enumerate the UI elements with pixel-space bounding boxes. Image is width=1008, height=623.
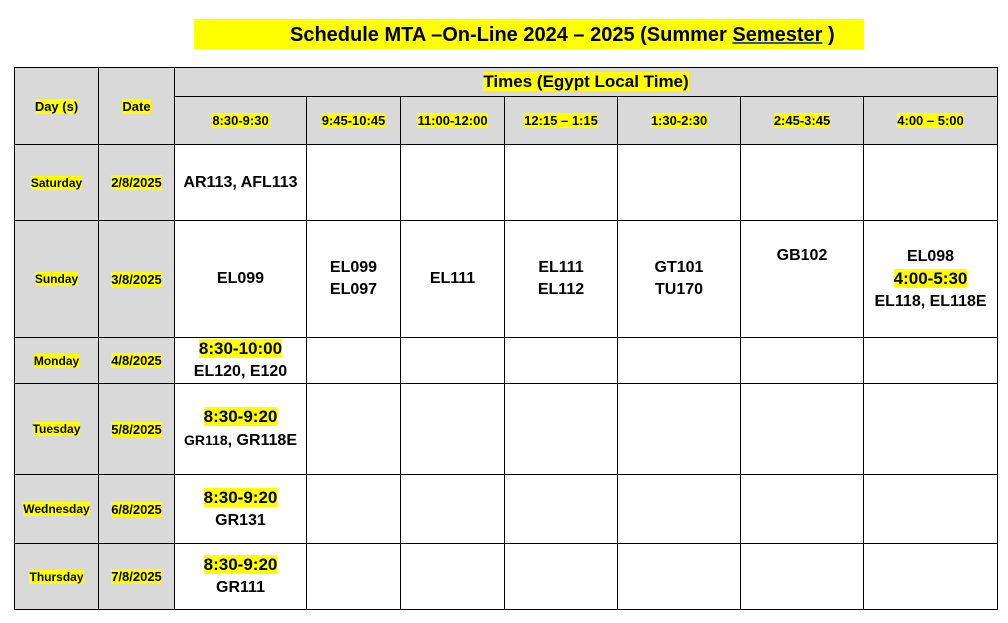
schedule-cell xyxy=(401,221,505,338)
schedule-table xyxy=(14,67,998,610)
schedule-cell xyxy=(864,338,998,384)
course-code: EL099 xyxy=(216,270,265,287)
course-code: GT101 xyxy=(654,259,704,276)
schedule-cell xyxy=(864,221,998,338)
page-title xyxy=(290,22,835,48)
course-code: EL098 xyxy=(906,247,955,265)
time-slot-header: 12:15 – 1:15 xyxy=(505,97,618,145)
schedule-cell xyxy=(401,475,505,544)
day-cell xyxy=(15,384,99,475)
date-label: 3/8/2025 xyxy=(111,271,162,287)
date-cell xyxy=(99,338,175,384)
date-cell xyxy=(99,221,175,338)
course-code: GR131 xyxy=(215,511,266,529)
schedule-cell xyxy=(741,221,864,338)
schedule-cell xyxy=(175,338,307,384)
schedule-cell xyxy=(401,145,505,221)
schedule-cell xyxy=(401,384,505,475)
day-label: Tuesday xyxy=(32,422,81,436)
session-time-label: 8:30-9:20 xyxy=(203,407,278,426)
day-label: Thursday xyxy=(29,569,84,584)
time-slot-header: 8:30-9:30 xyxy=(175,97,307,145)
day-cell xyxy=(15,544,99,610)
table-row xyxy=(15,544,998,610)
date-cell xyxy=(99,145,175,221)
course-code: GB102 xyxy=(776,247,828,264)
session-time xyxy=(175,554,306,577)
time-slot-header: 4:00 – 5:00 xyxy=(864,97,998,145)
course-code: , GR118E xyxy=(227,432,297,449)
date-label: 5/8/2025 xyxy=(111,421,162,437)
session-time-label: 8:30-10:00 xyxy=(198,339,283,358)
course-code-small: GR118 xyxy=(184,432,228,448)
title-main: Schedule MTA –On-Line 2024 – 2025 (Summer xyxy=(290,24,733,46)
header-times: Times (Egypt Local Time) xyxy=(175,68,998,97)
schedule-cell xyxy=(618,475,741,544)
date-label: 7/8/2025 xyxy=(111,569,162,584)
schedule-cell xyxy=(175,145,307,221)
table-row xyxy=(15,338,998,384)
schedule-cell xyxy=(175,475,307,544)
course-code: EL120, E120 xyxy=(193,363,288,380)
course-code: TU170 xyxy=(654,281,704,298)
course-code: EL112 xyxy=(537,281,585,298)
schedule-cell xyxy=(505,145,618,221)
table-row xyxy=(15,384,998,475)
session-time xyxy=(864,268,997,291)
schedule-cell xyxy=(401,544,505,610)
schedule-cell xyxy=(175,384,307,475)
schedule-cell xyxy=(741,544,864,610)
time-slot-header: 1:30-2:30 xyxy=(618,97,741,145)
date-label: 6/8/2025 xyxy=(111,501,162,517)
course-code: EL111 xyxy=(429,270,476,287)
schedule-cell xyxy=(175,221,307,338)
session-time-label: 8:30-9:20 xyxy=(203,487,278,507)
schedule-cell xyxy=(505,475,618,544)
day-label: Saturday xyxy=(30,175,83,190)
course-code: EL118, EL118E xyxy=(874,292,987,310)
date-cell xyxy=(99,475,175,544)
day-cell xyxy=(15,145,99,221)
session-time xyxy=(175,487,306,510)
table-row xyxy=(15,221,998,338)
schedule-cell xyxy=(505,221,618,338)
table-row xyxy=(15,475,998,544)
schedule-cell xyxy=(864,384,998,475)
course-code xyxy=(175,429,306,452)
course-code: EL111 xyxy=(538,259,584,276)
day-label: Wednesday xyxy=(23,502,90,516)
session-time xyxy=(175,338,306,361)
day-cell xyxy=(15,475,99,544)
schedule-cell xyxy=(175,544,307,610)
day-cell xyxy=(15,338,99,384)
course-code: GR111 xyxy=(216,579,265,596)
schedule-cell xyxy=(307,384,401,475)
schedule-cell xyxy=(505,544,618,610)
course-code: AR113, AFL113 xyxy=(183,173,298,191)
schedule-cell xyxy=(741,475,864,544)
header-date: Date xyxy=(99,68,175,145)
schedule-cell xyxy=(401,338,505,384)
schedule-cell xyxy=(307,475,401,544)
schedule-cell xyxy=(618,544,741,610)
schedule-cell xyxy=(618,145,741,221)
schedule-cell xyxy=(864,475,998,544)
day-label: Monday xyxy=(33,353,80,368)
header-day: Day (s) xyxy=(15,68,99,145)
time-slot-header: 11:00-12:00 xyxy=(401,97,505,145)
course-code: EL097 xyxy=(329,281,378,298)
schedule-cell xyxy=(618,338,741,384)
course-code: EL099 xyxy=(329,259,378,276)
schedule-cell xyxy=(505,384,618,475)
schedule-cell xyxy=(864,145,998,221)
title-semester: Semester xyxy=(732,24,823,46)
schedule-cell xyxy=(307,145,401,221)
session-time xyxy=(175,406,306,429)
schedule-cell xyxy=(741,338,864,384)
schedule-cell xyxy=(505,338,618,384)
session-time-label: 8:30-9:20 xyxy=(203,555,278,574)
date-label: 2/8/2025 xyxy=(111,175,162,190)
day-cell xyxy=(15,221,99,338)
time-slot-header: 9:45-10:45 xyxy=(307,97,401,145)
schedule-cell xyxy=(618,384,741,475)
schedule-cell xyxy=(307,221,401,338)
title-close: ) xyxy=(822,24,835,46)
schedule-cell xyxy=(741,384,864,475)
schedule-cell xyxy=(307,544,401,610)
date-cell xyxy=(99,384,175,475)
day-label: Sunday xyxy=(34,272,79,286)
schedule-cell xyxy=(618,221,741,338)
schedule-cell xyxy=(307,338,401,384)
time-slot-header: 2:45-3:45 xyxy=(741,97,864,145)
date-cell xyxy=(99,544,175,610)
schedule-cell xyxy=(741,145,864,221)
schedule-cell xyxy=(864,544,998,610)
session-time-label: 4:00-5:30 xyxy=(893,268,968,288)
table-row xyxy=(15,145,998,221)
date-label: 4/8/2025 xyxy=(111,353,162,368)
